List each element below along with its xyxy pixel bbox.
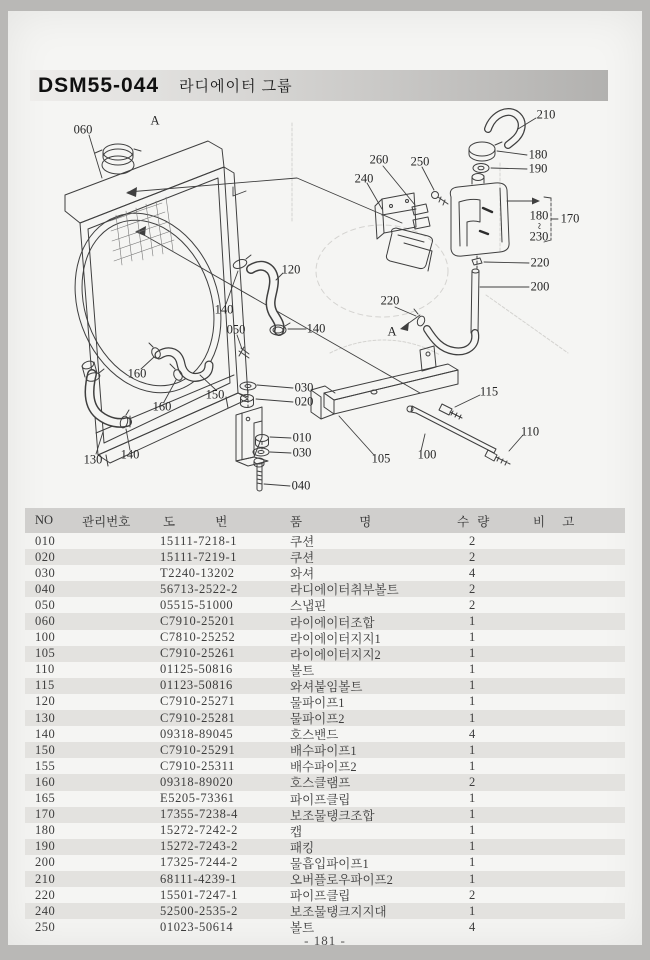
table-row: [25, 839, 625, 855]
table-cell: 2: [469, 533, 476, 548]
figure-label: 105: [371, 451, 391, 466]
mount-bracket: [236, 382, 269, 491]
table-row: [25, 662, 625, 678]
figure-label: 140: [214, 302, 234, 317]
table-row: [25, 742, 625, 758]
hose-150: [149, 343, 209, 382]
table-cell: 2: [469, 887, 476, 902]
table-cell: 와셔붙임볼트: [290, 679, 363, 694]
table-cell: 4: [469, 919, 476, 934]
table-row: [25, 855, 625, 871]
table-row: [25, 823, 625, 839]
parts-table-body: [25, 533, 625, 935]
table-cell: 05515-51000: [160, 597, 234, 612]
table-row: [25, 871, 625, 887]
figure-label: 240: [354, 171, 374, 186]
table-cell: 040: [35, 581, 56, 596]
parts-table: [25, 508, 625, 935]
tank-bracket: [375, 192, 448, 272]
figure-label: 110: [520, 424, 540, 439]
table-row: [25, 630, 625, 646]
table-cell: 2: [469, 597, 476, 612]
figure-label: 260: [369, 152, 389, 167]
table-cell: 캡: [290, 824, 303, 839]
table-cell: 2: [469, 774, 476, 789]
table-cell: 파이프클립: [290, 889, 351, 904]
table-cell: 1: [469, 694, 476, 709]
table-cell: 스냅핀: [290, 599, 327, 614]
header-drawing-number: 도 번: [163, 514, 228, 529]
table-cell: 020: [35, 549, 56, 564]
table-cell: 17325-7244-2: [160, 855, 239, 870]
figure-label: A: [150, 113, 160, 128]
table-row: [25, 678, 625, 694]
table-cell: C7910-25291: [160, 742, 236, 757]
table-row: [25, 807, 625, 823]
table-cell: 01125-50816: [160, 662, 233, 677]
table-cell: 1: [469, 855, 476, 870]
table-cell: 140: [35, 726, 56, 741]
table-cell: 060: [35, 614, 56, 629]
table-cell: 56713-2522-2: [160, 581, 239, 596]
table-row: [25, 646, 625, 662]
table-cell: 라이에이터조합: [290, 615, 375, 630]
table-cell: 쿠션: [290, 535, 315, 550]
table-cell: 파이프클립: [290, 792, 351, 807]
table-cell: 180: [35, 823, 56, 838]
table-cell: C7810-25252: [160, 630, 236, 645]
table-cell: C7910-25281: [160, 710, 236, 725]
header-quantity: 수 량: [457, 514, 490, 529]
table-cell: 라이에이터지지1: [290, 631, 381, 646]
table-cell: 2: [469, 581, 476, 596]
figure-label: 060: [73, 122, 93, 137]
reserve-tank: [400, 112, 522, 351]
table-cell: 1: [469, 678, 476, 693]
figure-label: 250: [410, 154, 430, 169]
table-cell: 보조물탱크조합: [290, 808, 375, 823]
table-cell: 4: [469, 565, 476, 580]
table-cell: 15501-7247-1: [160, 887, 239, 902]
figure-label: 020: [294, 394, 314, 409]
table-cell: 15111-7218-1: [160, 533, 238, 548]
table-cell: 15272-7243-2: [160, 839, 239, 854]
figure-label: 100: [417, 447, 437, 462]
table-cell: 보조물탱크지지대: [290, 905, 387, 920]
snap-pin-050: [239, 347, 249, 358]
figure-label: 030: [292, 445, 312, 460]
table-cell: 볼트: [290, 921, 315, 936]
figure-label: 140: [306, 321, 326, 336]
table-cell: 050: [35, 597, 56, 612]
table-row: [25, 565, 625, 581]
figure-label: 030: [294, 380, 314, 395]
table-cell: 1: [469, 758, 476, 773]
figure-label: 220: [380, 293, 400, 308]
figure-label: 040: [291, 478, 311, 493]
table-row: [25, 903, 625, 919]
table-cell: 010: [35, 533, 56, 548]
table-row: [25, 581, 625, 597]
table-row: [25, 887, 625, 903]
table-cell: 220: [35, 887, 56, 902]
table-cell: 15111-7219-1: [160, 549, 238, 564]
table-cell: 물파이프2: [290, 712, 345, 727]
table-row: [25, 791, 625, 807]
figure-label: 120: [281, 262, 301, 277]
figure-label: 115: [479, 384, 499, 399]
table-cell: 1: [469, 646, 476, 661]
table-cell: 15272-7242-2: [160, 823, 239, 838]
page-number: - 181 -: [304, 933, 346, 948]
table-cell: 01123-50816: [160, 678, 233, 693]
table-cell: 1: [469, 807, 476, 822]
figure-label: 190: [528, 161, 548, 176]
table-cell: 1: [469, 903, 476, 918]
table-cell: 2: [469, 549, 476, 564]
table-cell: 09318-89045: [160, 726, 234, 741]
table-cell: 1: [469, 871, 476, 886]
section-code: DSM55-044: [38, 73, 160, 97]
table-cell: C7910-25261: [160, 646, 236, 661]
table-cell: 볼트: [290, 663, 315, 678]
table-cell: 물흡입파이프1: [290, 856, 369, 871]
table-cell: 오버플로우파이프2: [290, 873, 393, 888]
table-cell: T2240-13202: [160, 565, 235, 580]
table-cell: 130: [35, 710, 56, 725]
section-title: 라디에이터 그룹: [179, 78, 293, 95]
table-cell: E5205-73361: [160, 791, 235, 806]
table-cell: 쿠션: [290, 551, 315, 566]
table-cell: 01023-50614: [160, 919, 234, 934]
figure-label: 150: [205, 387, 225, 402]
figure-label: 010: [292, 430, 312, 445]
table-cell: 155: [35, 758, 56, 773]
hose-130: [85, 369, 130, 429]
table-cell: 1: [469, 742, 476, 757]
table-cell: 170: [35, 807, 56, 822]
table-cell: 09318-89020: [160, 774, 234, 789]
table-cell: C7910-25271: [160, 694, 236, 709]
table-row: [25, 549, 625, 565]
table-cell: 110: [35, 662, 55, 677]
table-row: [25, 597, 625, 613]
table-cell: 1: [469, 614, 476, 629]
table-cell: 라이에이터지지2: [290, 647, 381, 662]
table-cell: 1: [469, 662, 476, 677]
table-cell: 100: [35, 630, 56, 645]
table-cell: 030: [35, 565, 56, 580]
table-cell: 라디에이터취부볼트: [290, 583, 399, 598]
ghost-lines: [292, 123, 568, 355]
table-cell: 와셔: [290, 567, 315, 582]
table-cell: 호스클램프: [290, 776, 351, 791]
table-cell: 160: [35, 774, 56, 789]
parts-diagram: [30, 103, 620, 505]
table-cell: 1: [469, 791, 476, 806]
table-cell: 52500-2535-2: [160, 903, 239, 918]
table-cell: 105: [35, 646, 56, 661]
table-header-row: [25, 508, 625, 533]
figure-label: 210: [536, 107, 556, 122]
table-cell: 1: [469, 823, 476, 838]
table-cell: 120: [35, 694, 56, 709]
table-cell: 패킹: [290, 840, 315, 855]
table-cell: 1: [469, 710, 476, 725]
table-row: [25, 726, 625, 742]
table-cell: 240: [35, 903, 56, 918]
table-cell: 150: [35, 742, 56, 757]
table-cell: 250: [35, 919, 56, 934]
table-row: [25, 613, 625, 629]
table-cell: C7910-25201: [160, 614, 236, 629]
table-cell: 200: [35, 855, 56, 870]
table-row: [25, 710, 625, 726]
figure-label: 050: [226, 322, 246, 337]
table-cell: 배수파이프2: [290, 760, 357, 775]
table-cell: 165: [35, 791, 56, 806]
header-remarks: 비 고: [533, 514, 575, 529]
table-cell: 배수파이프1: [290, 744, 357, 759]
header-no: NO: [35, 513, 54, 527]
table-cell: 210: [35, 871, 56, 886]
figure-label: 170: [560, 211, 580, 226]
frame-bar: [311, 346, 458, 419]
table-row: [25, 533, 625, 549]
table-cell: 190: [35, 839, 56, 854]
table-cell: 4: [469, 726, 476, 741]
header-part-name: 품 명: [290, 514, 372, 529]
table-cell: 115: [35, 678, 55, 693]
figure-label: ~: [532, 222, 547, 230]
figure-label: 140: [120, 447, 140, 462]
figure-label: 180: [529, 208, 549, 223]
figure-label: 180: [528, 147, 548, 162]
catalog-page: [8, 11, 642, 948]
leader-lines: [89, 118, 558, 486]
section-title-bar: [30, 70, 608, 101]
table-cell: 물파이프1: [290, 695, 345, 710]
figure-label: A: [387, 324, 397, 339]
table-row: [25, 758, 625, 774]
figure-label: 130: [83, 452, 103, 467]
table-row: [25, 774, 625, 790]
table-row: [25, 694, 625, 710]
figure-label: 160: [152, 399, 172, 414]
table-cell: 1: [469, 630, 476, 645]
figure-label: 230: [529, 229, 549, 244]
figure-label: 220: [530, 255, 550, 270]
table-cell: 17355-7238-4: [160, 807, 239, 822]
header-control-number: 관리번호: [82, 514, 131, 529]
figure-label: 200: [530, 279, 550, 294]
table-cell: 호스밴드: [290, 728, 339, 743]
figure-label: 160: [127, 366, 147, 381]
table-cell: 1: [469, 839, 476, 854]
table-cell: 68111-4239-1: [160, 871, 238, 886]
table-cell: C7910-25311: [160, 758, 235, 773]
